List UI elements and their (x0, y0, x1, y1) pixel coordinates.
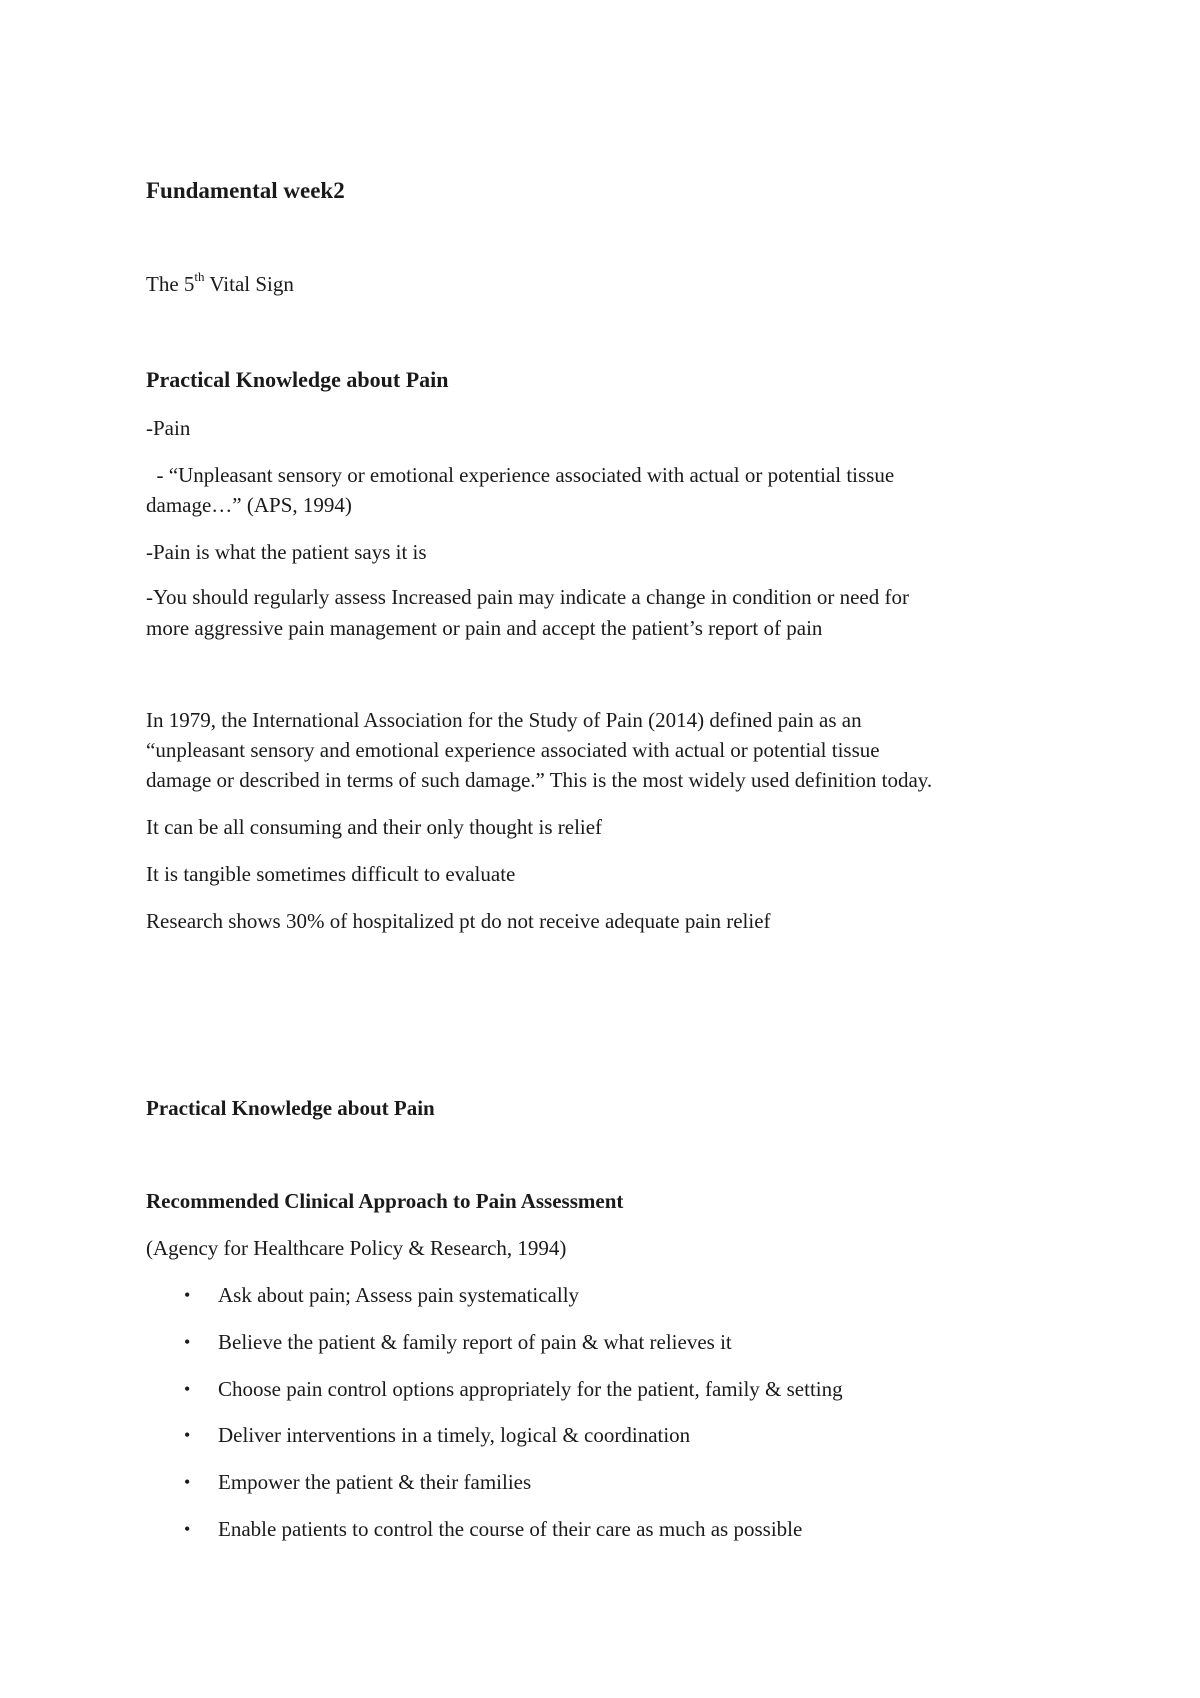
research-line: Research shows 30% of hospitalized pt do not receive adequate pain relief (146, 909, 771, 933)
bullet-icon: • (184, 1285, 191, 1305)
bullet-text: Ask about pain; Assess pain systematically (218, 1283, 580, 1307)
bullet-icon: • (184, 1332, 191, 1352)
section2-source: (Agency for Healthcare Policy & Research, 1994) (146, 1236, 567, 1260)
section2-subheading: Recommended Clinical Approach to Pain Assessment (146, 1189, 624, 1213)
assess-line-2: more aggressive pain management or pain and accept the patient’s report of pain (146, 616, 823, 640)
bullet-icon: • (184, 1425, 191, 1445)
bullet-icon: • (184, 1472, 191, 1492)
vital-sign-superscript: th (194, 269, 205, 284)
document-title: Fundamental week2 (146, 178, 345, 203)
pain-label: -Pain (146, 416, 191, 440)
consuming-line: It can be all consuming and their only thought is relief (146, 815, 603, 839)
vital-sign-prefix: The 5 (146, 272, 195, 296)
definition-line-2: damage…” (APS, 1994) (146, 493, 352, 517)
iasp-line-3: damage or described in terms of such damage.” This is the most widely used definition today. (146, 768, 933, 792)
bullet-text: Deliver interventions in a timely, logical & coordination (218, 1423, 691, 1447)
bullet-text: Choose pain control options appropriately for the patient, family & setting (218, 1377, 843, 1401)
tangible-line: It is tangible sometimes difficult to evaluate (146, 862, 516, 886)
bullet-text: Enable patients to control the course of their care as much as possible (218, 1517, 803, 1541)
vital-sign-line (146, 269, 294, 299)
assess-line-1: -You should regularly assess Increased pain may indicate a change in condition or need for (146, 585, 909, 609)
iasp-line-1: In 1979, the International Association for the Study of Pain (2014) defined pain as an (146, 708, 862, 732)
vital-sign-suffix: Vital Sign (204, 272, 294, 296)
bullet-text: Believe the patient & family report of pain & what relieves it (218, 1330, 732, 1354)
section1-heading: Practical Knowledge about Pain (146, 367, 449, 392)
patient-says-line: -Pain is what the patient says it is (146, 540, 427, 564)
bullet-text: Empower the patient & their families (218, 1470, 532, 1494)
section2-heading: Practical Knowledge about Pain (146, 1096, 435, 1120)
definition-line-1: - “Unpleasant sensory or emotional experience associated with actual or potential tissue (146, 463, 895, 487)
iasp-line-2: “unpleasant sensory and emotional experience associated with actual or potential tissue (146, 738, 880, 762)
bullet-icon: • (184, 1519, 191, 1539)
bullet-icon: • (184, 1379, 191, 1399)
